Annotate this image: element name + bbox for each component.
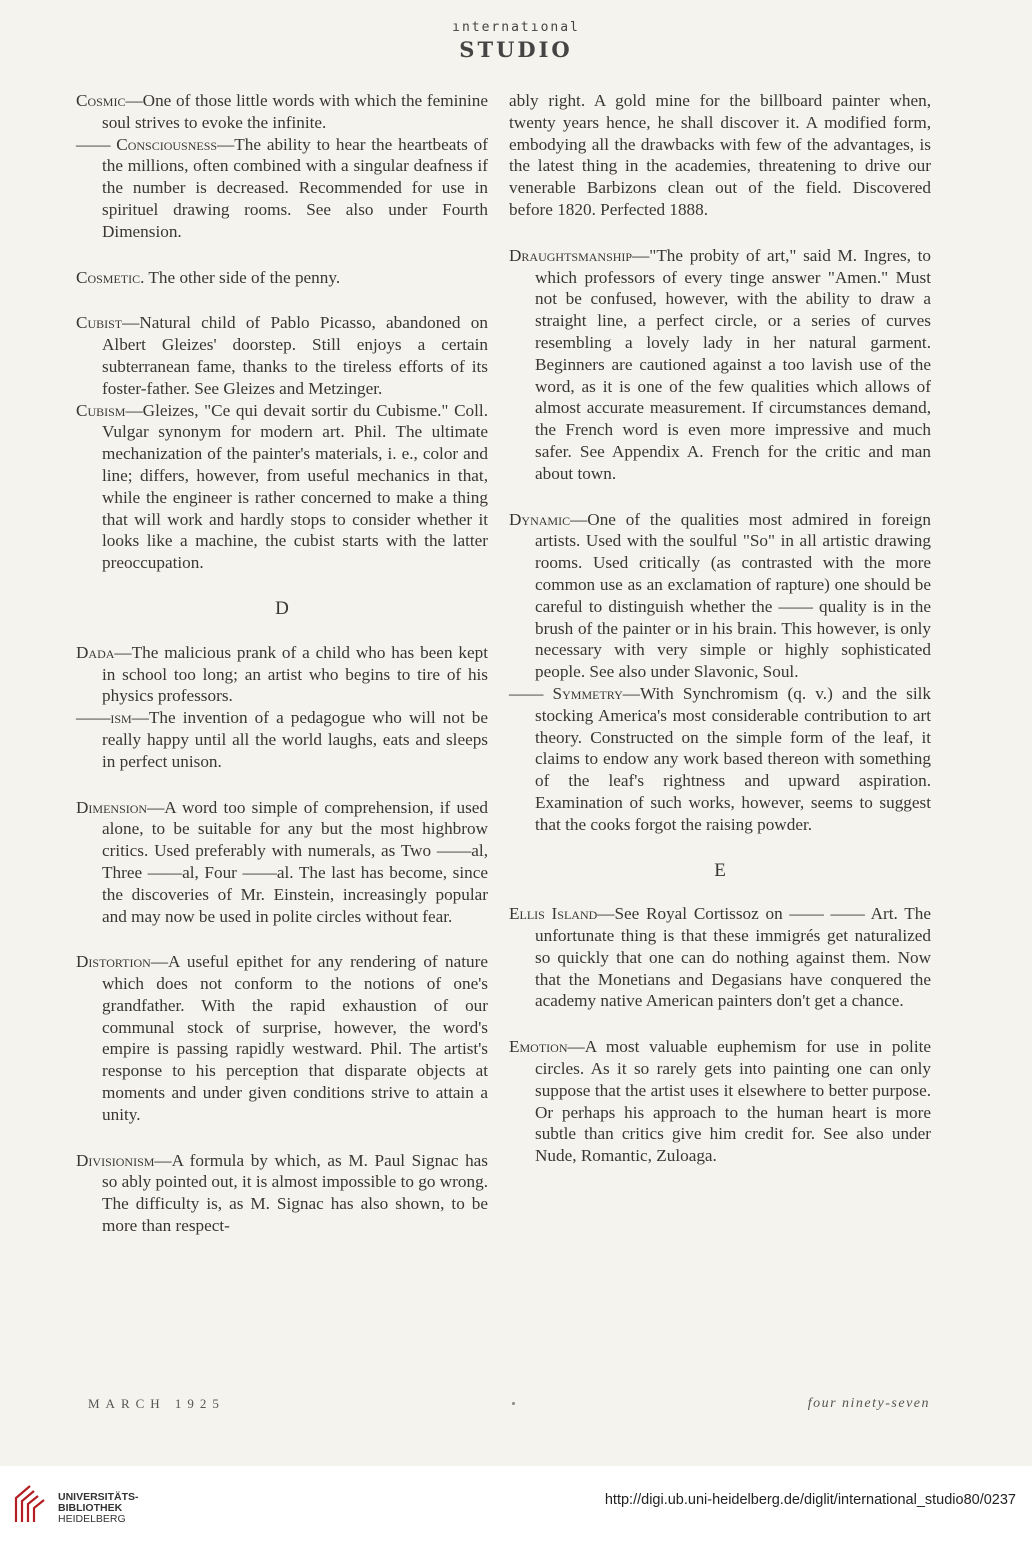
- entry-definition: . The other side of the penny.: [140, 267, 341, 287]
- entry-definition: —A formula by which, as M. Paul Signac has so ably pointed out, it is almost impossible to go wrong. The difficulty is, as M. Signac has also shown, to be more than respect-: [102, 1150, 488, 1236]
- entry-definition: —The ability to hear the heartbeats of the millions, often combined with a singular deafness if the number is decreased. Recommended for use in spirituel drawing rooms. See also under Fourth Dimension.: [102, 134, 488, 241]
- entry-definition: —Natural child of Pablo Picasso, abandoned on Albert Gleizes' doorstep. Still enjoys a certain subterranean fame, thanks to the tireless efforts of its foster-father. See Gleizes and Metzinger.: [102, 313, 488, 398]
- glossary-entry: [76, 642, 488, 707]
- library-name-line2: BIBLIOTHEK: [58, 1502, 123, 1514]
- masthead-line1: ınternatıonal: [452, 20, 580, 35]
- glossary-entry: [509, 509, 931, 683]
- entry-definition: —A most valuable euphemism for use in polite circles. As it so rarely gets into painting one can only suppose that the artist uses it elsewhere to better purpose. Or perhaps his approach to the human heart is more subtle than critics give him credit for. See also under Nude, Romantic, Zuloaga.: [535, 1037, 931, 1166]
- glossary-entry: [509, 683, 931, 836]
- entry-headword: Cubism: [76, 400, 126, 420]
- glossary-entry: [76, 951, 488, 1125]
- entry-headword: ——ism: [76, 708, 132, 728]
- entry-headword: Dynamic: [509, 509, 571, 529]
- entry-headword: Cosmetic: [76, 267, 141, 287]
- entry-headword: Distortion: [76, 952, 151, 972]
- library-name-line1: UNIVERSITÄTS-: [58, 1491, 139, 1503]
- entry-headword: Draughtsmanship: [509, 245, 633, 265]
- glossary-entry: [509, 1036, 931, 1167]
- library-name-line3: HEIDELBERG: [58, 1513, 126, 1525]
- entry-headword: Cosmic: [76, 91, 126, 110]
- glossary-entry: [76, 134, 488, 243]
- section-letter: D: [275, 597, 289, 619]
- entry-headword: Divisionism: [76, 1150, 155, 1170]
- library-logo-icon: [12, 1484, 50, 1524]
- glossary-entry: [509, 245, 931, 485]
- entry-definition: —With Synchromism (q. v.) and the silk stocking America's most considerable contribution to art theory. Constructed on the simple form of the leaf, it claims to endow any work based thereon with something of the leaf's rightness and upward aspiration. Examination of such works, however, seems to suggest that the cooks forgot the raising powder.: [535, 683, 931, 834]
- library-name: [58, 1492, 139, 1525]
- entry-headword: Cubist: [76, 313, 123, 333]
- library-footer-bar: [0, 1466, 1032, 1553]
- left-column: [76, 90, 488, 1261]
- glossary-entry: [76, 707, 488, 772]
- entry-definition: —"The probity of art," said M. Ingres, to which professors of every tinge answer "Amen." Must not be confused, however, with the ability to draw a straight line, a perfect circle, or a series of curves resembling a lovely lady in her natural garment. Beginners are cautioned against a too lavish use of the word, as it is one of the few qualities which allows of almost accurate measurement. If circumstances demand, the French word is even more impressive and much safer. See Appendix A. French for the critic and man about town.: [535, 245, 931, 483]
- entry-headword: —— Consciousness: [76, 134, 218, 154]
- entry-headword: Emotion: [509, 1037, 568, 1057]
- entry-definition: —A word too simple of comprehension, if used alone, to be suitable for any but the most highbrow critics. Used preferably with numerals, as Two ——al, Three ——al, Four ——al. The last has become, since the discoveries of Mr. Einstein, increasingly popular and may now be used in polite circles without fear.: [102, 797, 488, 926]
- entry-headword: Ellis Island: [509, 904, 598, 924]
- glossary-entry: [76, 312, 488, 399]
- page-mark: [512, 1402, 515, 1405]
- entry-definition: —Gleizes, "Ce qui devait sortir du Cubisme." Coll. Vulgar synonym for modern art. Phil. The ultimate mechanization of the painter's materials, i. e., color and line; differs, however, from useful mechanics in that, while the engineer is rather concerned to make a thing that will work and hardly stops to consider whether it looks like a machine, the cubist starts with the latter preoccupation.: [102, 400, 488, 573]
- glossary-entry: [76, 267, 488, 289]
- masthead-line2: STUDIO: [459, 37, 573, 62]
- glossary-entry: [509, 903, 931, 1012]
- entry-definition: —See Royal Cortissoz on —— —— Art. The unfortunate thing is that these immigrés get naturalized so quickly that one can do nothing against them. Now that the Monetians and Degasians have conquered the academy native American painters don't get a chance.: [535, 904, 931, 1011]
- section-letter: E: [714, 859, 726, 881]
- glossary-entry: [76, 90, 488, 134]
- entry-definition: —One of those little words with which the feminine soul strives to evoke the infinite.: [102, 91, 488, 132]
- glossary-entry: [76, 797, 488, 928]
- entry-continuation: ably right. A gold mine for the billboard painter when, twenty years hence, he shall discover it. A modified form, embodying all the drawbacks with few of the advantages, is the latest thing in the academies, threatening to drive our venerable Barbizons clean out of the field. Discovered before 1820. Perfected 1888.: [509, 91, 931, 219]
- entry-definition: —The malicious prank of a child who has been kept in school too long; an artist who begins to tire of his physics professors.: [102, 642, 488, 706]
- entry-headword: —— Symmetry: [509, 683, 623, 703]
- glossary-entry: [76, 400, 488, 574]
- glossary-entry: [76, 1150, 488, 1237]
- masthead: [0, 20, 1032, 62]
- entry-definition: —The invention of a pedagogue who will not be really happy until all the world laughs, eats and sleeps in perfect unison.: [102, 708, 488, 771]
- entry-definition: —A useful epithet for any rendering of nature which does not conform to the notions of one's grandfather. With the rapid exhaustion of our communal stock of surprise, however, the word's empire is passing rapidly westward. Phil. The artist's response to his perception that disparate objects at moments and under given conditions strive to attain a unity.: [102, 952, 488, 1124]
- right-column: [509, 90, 931, 1191]
- entry-headword: Dimension: [76, 797, 148, 817]
- footer-date: MARCH 1925: [88, 1396, 225, 1411]
- source-url-link[interactable]: http://digi.ub.uni-heidelberg.de/diglit/international_studio80/0237: [604, 1492, 1016, 1508]
- entry-definition: —One of the qualities most admired in foreign artists. Used with the soulful "So" in all artistic drawing rooms. Used critically (as contrasted with the more common use as an exclamation of rapture) one should be careful to distinguish whether the —— quality is in the brush of the painter or in his brain. This however, is only necessary with very simple or highly sophisticated people. See also under Slavonic, Soul.: [535, 509, 931, 682]
- footer-page-number: four ninety-seven: [807, 1396, 930, 1411]
- entry-headword: Dada: [76, 642, 115, 662]
